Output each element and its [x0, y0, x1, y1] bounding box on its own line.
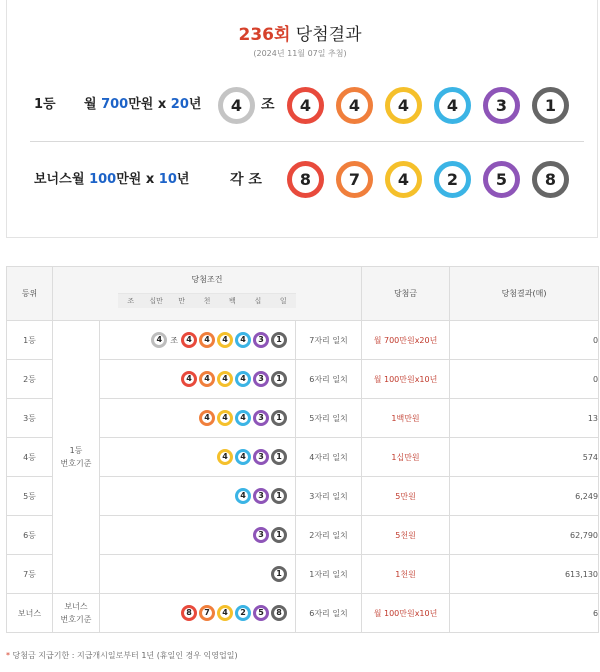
number-ball: 1 [271, 566, 287, 582]
row-balls [100, 360, 296, 399]
group-label-small: 조 [170, 335, 178, 345]
bonus-ball-5: 5 [483, 161, 520, 198]
number-ball: 1 [271, 410, 287, 426]
row-balls [100, 516, 296, 555]
row-balls [100, 399, 296, 438]
number-ball: 7 [199, 605, 215, 621]
row-amount: 1십만원 [362, 438, 450, 477]
first-ball-3: 4 [385, 87, 422, 124]
bonus-ball-4: 2 [434, 161, 471, 198]
first-ball-2: 4 [336, 87, 373, 124]
condition-columns [118, 293, 296, 308]
row-winners: 0 [450, 360, 599, 399]
row-match: 6자리 일치 [296, 360, 362, 399]
row-rank: 2등 [7, 360, 53, 399]
row-balls [100, 438, 296, 477]
row-balls [100, 594, 296, 633]
condition-col-4: 백 [229, 297, 236, 305]
number-ball: 3 [253, 410, 269, 426]
row-match: 2자리 일치 [296, 516, 362, 555]
number-ball: 4 [217, 410, 233, 426]
number-ball: 4 [181, 332, 197, 348]
row-match: 1자리 일치 [296, 555, 362, 594]
row-amount: 1백만원 [362, 399, 450, 438]
bonus-prize-row [0, 155, 600, 205]
row-rank: 4등 [7, 438, 53, 477]
row-winners: 6 [450, 594, 599, 633]
row-winners: 13 [450, 399, 599, 438]
number-ball: 4 [235, 488, 251, 504]
condition-col-1: 십만 [149, 297, 163, 305]
number-ball: 3 [253, 527, 269, 543]
bonus-ball-6: 8 [532, 161, 569, 198]
row-match: 4자리 일치 [296, 438, 362, 477]
basis-bonus: 보너스 번호기준 [53, 594, 100, 633]
row-winners: 6,249 [450, 477, 599, 516]
number-ball: 4 [199, 410, 215, 426]
title-text: 당첨결과 [290, 25, 362, 45]
row-amount: 5만원 [362, 477, 450, 516]
first-prize-row [0, 80, 600, 130]
number-ball: 4 [217, 332, 233, 348]
number-ball: 4 [235, 332, 251, 348]
row-rank: 보너스 [7, 594, 53, 633]
number-ball: 4 [199, 371, 215, 387]
number-ball: 4 [199, 332, 215, 348]
header-rank: 등위 [7, 267, 53, 321]
basis-first: 1등 번호기준 [53, 321, 100, 594]
group-label: 조 [261, 97, 275, 113]
number-ball: 1 [271, 371, 287, 387]
row-balls [100, 477, 296, 516]
number-ball: 4 [181, 371, 197, 387]
row-match: 6자리 일치 [296, 594, 362, 633]
number-ball: 3 [253, 449, 269, 465]
number-ball: 1 [271, 449, 287, 465]
results-table [6, 266, 599, 633]
group-ball-small: 4 [151, 332, 167, 348]
number-ball: 4 [217, 449, 233, 465]
row-match: 7자리 일치 [296, 321, 362, 360]
number-ball: 8 [271, 605, 287, 621]
first-prize-rank: 1등 [34, 97, 56, 112]
condition-col-6: 일 [279, 297, 287, 305]
row-rank: 1등 [7, 321, 53, 360]
number-ball: 5 [253, 605, 269, 621]
number-ball: 3 [253, 488, 269, 504]
row-balls [100, 321, 296, 360]
number-ball: 4 [235, 371, 251, 387]
bonus-ball-3: 4 [385, 161, 422, 198]
number-ball: 1 [271, 527, 287, 543]
row-winners: 613,130 [450, 555, 599, 594]
bonus-group-label: 각 조 [230, 172, 262, 188]
first-prize-amount: 월 700만원 x 20년 [84, 97, 202, 112]
row-amount: 5천원 [362, 516, 450, 555]
number-ball: 1 [271, 488, 287, 504]
header-condition: 당첨조건 조 십만 만 천 백 십 일 [53, 267, 362, 321]
bonus-prize-rank: 보너스 [34, 172, 72, 187]
number-ball: 8 [181, 605, 197, 621]
draw-date: (2024년 11월 07일 추첨) [253, 49, 347, 58]
table-row [7, 594, 599, 633]
number-ball: 4 [217, 371, 233, 387]
condition-col-2: 만 [178, 297, 185, 305]
row-winners: 574 [450, 438, 599, 477]
number-ball: 4 [235, 410, 251, 426]
row-amount: 1천원 [362, 555, 450, 594]
number-ball: 3 [253, 371, 269, 387]
first-ball-4: 4 [434, 87, 471, 124]
row-amount: 월 700만원x20년 [362, 321, 450, 360]
row-rank: 7등 [7, 555, 53, 594]
header-winners: 당첨결과(매) [450, 267, 599, 321]
page-title [0, 20, 600, 45]
row-rank: 5등 [7, 477, 53, 516]
divider [30, 141, 584, 142]
first-ball-1: 4 [287, 87, 324, 124]
header-amount: 당첨금 [362, 267, 450, 321]
row-winners: 0 [450, 321, 599, 360]
number-ball: 1 [271, 332, 287, 348]
row-winners: 62,790 [450, 516, 599, 555]
number-ball: 2 [235, 605, 251, 621]
footnote: * 당첨금 지급기한 : 지급개시일로부터 1년 (휴일인 경우 익영업일) [6, 651, 238, 660]
condition-col-5: 십 [254, 297, 262, 305]
condition-col-3: 천 [203, 297, 211, 305]
table-row [7, 321, 599, 360]
condition-col-0: 조 [127, 297, 135, 305]
number-ball: 3 [253, 332, 269, 348]
first-ball-6: 1 [532, 87, 569, 124]
row-amount: 월 100만원x10년 [362, 594, 450, 633]
bonus-ball-2: 7 [336, 161, 373, 198]
row-balls [100, 555, 296, 594]
number-ball: 4 [217, 605, 233, 621]
row-match: 5자리 일치 [296, 399, 362, 438]
bonus-ball-1: 8 [287, 161, 324, 198]
row-rank: 6등 [7, 516, 53, 555]
row-amount: 월 100만원x10년 [362, 360, 450, 399]
round-number: 236회 [238, 25, 291, 45]
first-ball-5: 3 [483, 87, 520, 124]
number-ball: 4 [235, 449, 251, 465]
bonus-prize-amount: 월 100만원 x 10년 [72, 172, 190, 187]
row-match: 3자리 일치 [296, 477, 362, 516]
row-rank: 3등 [7, 399, 53, 438]
group-ball: 4 [218, 87, 255, 124]
